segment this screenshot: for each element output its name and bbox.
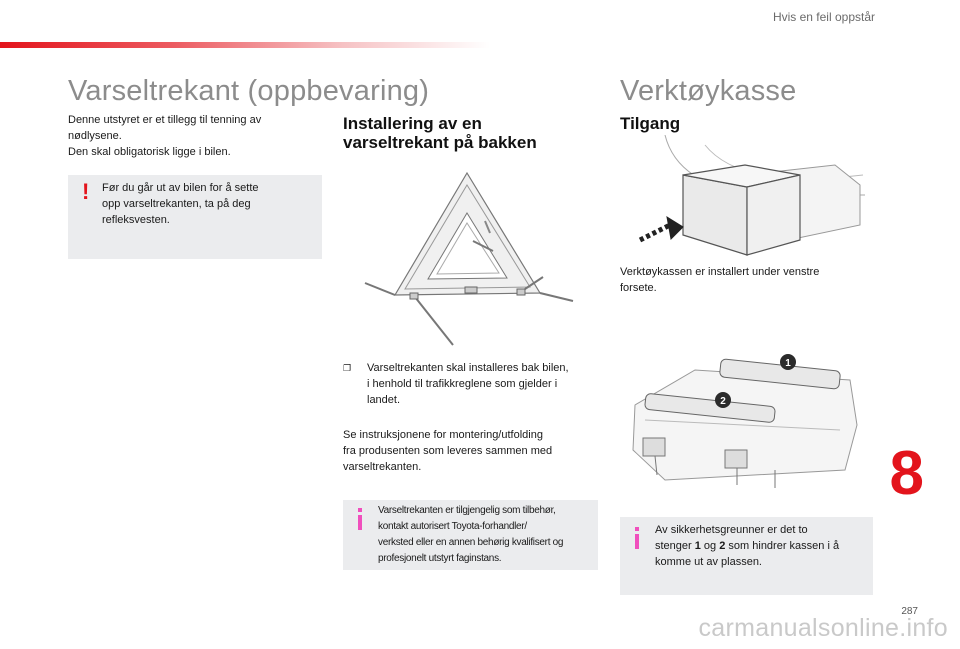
intro-text: Denne utstyret er et tillegg til tenning av nødlysene. Den skal obligatorisk ligge i bilen. (68, 114, 262, 158)
toolbox-bars-illustration (625, 350, 865, 495)
section-title: Hvis en feil oppstår (772, 10, 875, 24)
install-bullet: ❐ Varseltrekanten skal installeres bak bilen, i henhold til trafikkreglene som gjelder i landet. (343, 362, 569, 406)
info-text-safety: Av sikkerhetsgreunner er det to stenger 1 og 2 som hindrer kassen i å komme ut av plassen. (655, 524, 840, 568)
info-text-accessory: Varseltrekanten er tilgjengelig som tilbehør, kontakt autorisert Toyota-forhandler/ verksted eller en annen behørig kvalifisert og profesjonelt utstyrt faginstans. (378, 505, 564, 564)
warning-triangle-illustration (355, 165, 580, 355)
toolbox-location-text: Verktøykassen er installert under venstre forsete. (620, 266, 820, 294)
chapter-number: 8 (889, 439, 924, 508)
access-heading: Tilgang (620, 114, 681, 133)
info-box-accessory (343, 500, 598, 570)
info-icon (358, 508, 362, 530)
header-accent-bar (0, 42, 490, 48)
instructions-text: Se instruksjonene for montering/utfolding fra produsenten som leveres sammen med varseltrekanten. (343, 429, 553, 473)
toolbox-location-illustration (635, 135, 870, 260)
exclamation-icon: ! (82, 179, 90, 204)
checkbox-bullet-icon: ❐ (343, 363, 352, 373)
warning-box (68, 175, 322, 259)
warning-text: Før du går ut av bilen for å sette opp varseltrekanten, ta på deg refleksvesten. (102, 182, 259, 226)
info-icon (635, 527, 639, 549)
marker-1-label: 1 (785, 358, 791, 369)
page-title-warning-triangle: Varseltrekant (oppbevaring) (68, 75, 430, 107)
install-heading: Installering av en varseltrekant på bakken (343, 114, 537, 152)
page-number: 287 (901, 606, 918, 617)
info-box-safety (620, 517, 873, 595)
watermark: carmanualsonline.info (698, 614, 948, 642)
page-title-toolbox: Verktøykasse (620, 75, 797, 107)
marker-2-label: 2 (720, 396, 726, 407)
